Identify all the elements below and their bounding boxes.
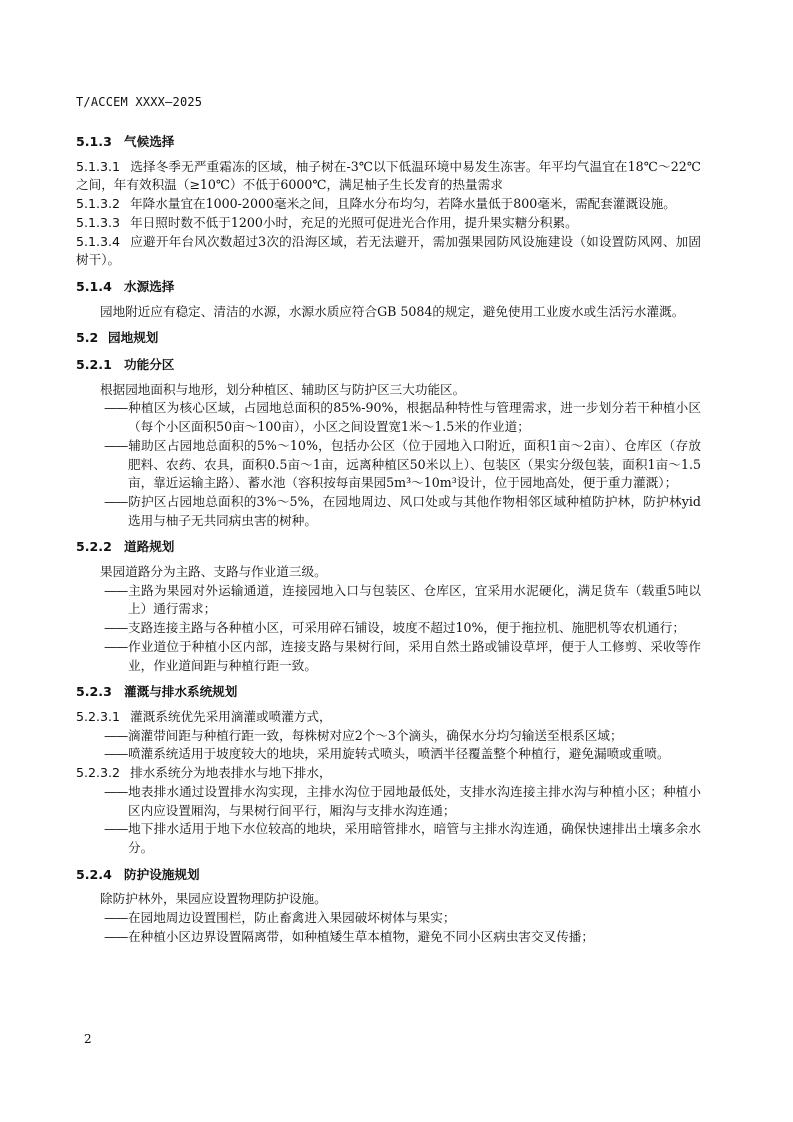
list-item: —— 主路为果园对外运输通道，连接园地入口与包装区、仓库区，宜采用水泥硬化，满足货车（载重5吨以上）通行需求； xyxy=(76,582,701,619)
heading-5-2-1: 5.2.1 功能分区 xyxy=(76,357,175,373)
clause-5-2-3-1: 5.2.3.1 灌溉系统优先采用滴灌或喷灌方式， xyxy=(76,708,332,724)
list-item: —— 喷灌系统适用于坡度较大的地块，采用旋转式喷头，喷洒半径覆盖整个种植行，避免漏喷或重喷。 xyxy=(76,745,701,764)
document-body xyxy=(76,125,701,946)
heading-5-1-4: 5.1.4 水源选择 xyxy=(76,278,175,294)
list-item: —— 滴灌带间距与种植行距一致，每株树对应2个～3个滴头，确保水分均匀输送至根系区域； xyxy=(76,727,701,746)
paragraph-water-source: 园地附近应有稳定、清洁的水源，水源水质应符合GB 5084的规定，避免使用工业废水或生活污水灌溉。 xyxy=(100,303,685,319)
paragraph-zoning-intro: 根据园地面积与地形，划分种植区、辅助区与防护区三大功能区。 xyxy=(100,381,466,397)
list-item: —— 地表排水通过设置排水沟实现，主排水沟位于园地最低处，支排水沟连接主排水沟与种植小区；种植小区内应设置厢沟，与果树行间平行，厢沟与支排水沟连通； xyxy=(76,783,701,820)
list-item: —— 作业道位于种植小区内部，连接支路与果树行间，采用自然土路或铺设草坪，便于人工修剪、采收等作业，作业道间距与种植行距一致。 xyxy=(76,638,701,675)
clause-5-1-3-3: 5.1.3.3 年日照时数不低于1200小时，充足的光照可促进光合作用，提升果实糖分积累。 xyxy=(76,214,578,230)
heading-5-2-3: 5.2.3 灌溉与排水系统规划 xyxy=(76,684,238,700)
list-item: —— 在种植小区边界设置隔离带，如种植矮生草本植物，避免不同小区病虫害交叉传播； xyxy=(76,928,701,947)
list-item: —— 地下排水适用于地下水位较高的地块，采用暗管排水，暗管与主排水沟连通，确保快速排出土壤多余水分。 xyxy=(76,820,701,857)
heading-5-2: 5.2 园地规划 xyxy=(76,330,159,346)
paragraph-protection-intro: 除防护林外，果园应设置物理防护设施。 xyxy=(100,891,327,907)
standard-header: T/ACCEM XXXX—2025 xyxy=(76,95,203,109)
heading-5-2-2: 5.2.2 道路规划 xyxy=(76,539,175,555)
list-item: —— 支路连接主路与各种植小区，可采用碎石铺设，坡度不超过10%，便于拖拉机、施肥机等农机通行； xyxy=(76,619,701,638)
heading-5-2-4: 5.2.4 防护设施规划 xyxy=(76,866,200,882)
list-item: —— 种植区为核心区域，占园地总面积的85%-90%，根据品种特性与管理需求，进一步划分若干种植小区（每个小区面积50亩～100亩），小区之间设置宽1米～1.5米的作业道； xyxy=(76,399,701,436)
clause-5-1-3-2: 5.1.3.2 年降水量宜在1000-2000毫米之间，且降水分布均匀，若降水量低于800毫米，需配套灌溉设施。 xyxy=(76,196,676,212)
paragraph-roads-intro: 果园道路分为主路、支路与作业道三级。 xyxy=(100,564,327,580)
clause-5-1-3-4: 5.1.3.4 应避开年台风次数超过3次的沿海区域，若无法避开，需加强果园防风设施建设（如设置防风网、加固树干）。 xyxy=(76,233,701,268)
clause-5-1-3-1: 5.1.3.1 选择冬季无严重霜冻的区域，柚子树在-3℃以下低温环境中易发生冻害。年平均气温宜在18℃～22℃之间，年有效积温（≥10℃）不低于6000℃，满足柚子生长发育的热量需求 xyxy=(76,158,701,193)
list-item: —— 辅助区占园地总面积的5%～10%，包括办公区（位于园地入口附近，面积1亩～2亩）、仓库区（存放肥料、农药、农具，面积0.5亩～1亩，远离种植区50米以上）、包装区（果实分级包装，面积1亩～1.5亩，靠近运输主路）、蓄水池（容积按每亩果园5m³～10m³设计，位于园地高处，便于重力灌溉）； xyxy=(76,437,701,493)
clause-5-2-3-2: 5.2.3.2 排水系统分为地表排水与地下排水， xyxy=(76,765,332,781)
page-number: 2 xyxy=(84,1032,92,1046)
heading-5-1-3: 5.1.3 气候选择 xyxy=(76,134,175,149)
list-item: —— 防护区占园地总面积的3%～5%，在园地周边、风口处或与其他作物相邻区域种植防护林，防护林yid选用与柚子无共同病虫害的树种。 xyxy=(76,493,701,530)
list-item: —— 在园地周边设置围栏，防止畜禽进入果园破坏树体与果实； xyxy=(76,909,701,928)
